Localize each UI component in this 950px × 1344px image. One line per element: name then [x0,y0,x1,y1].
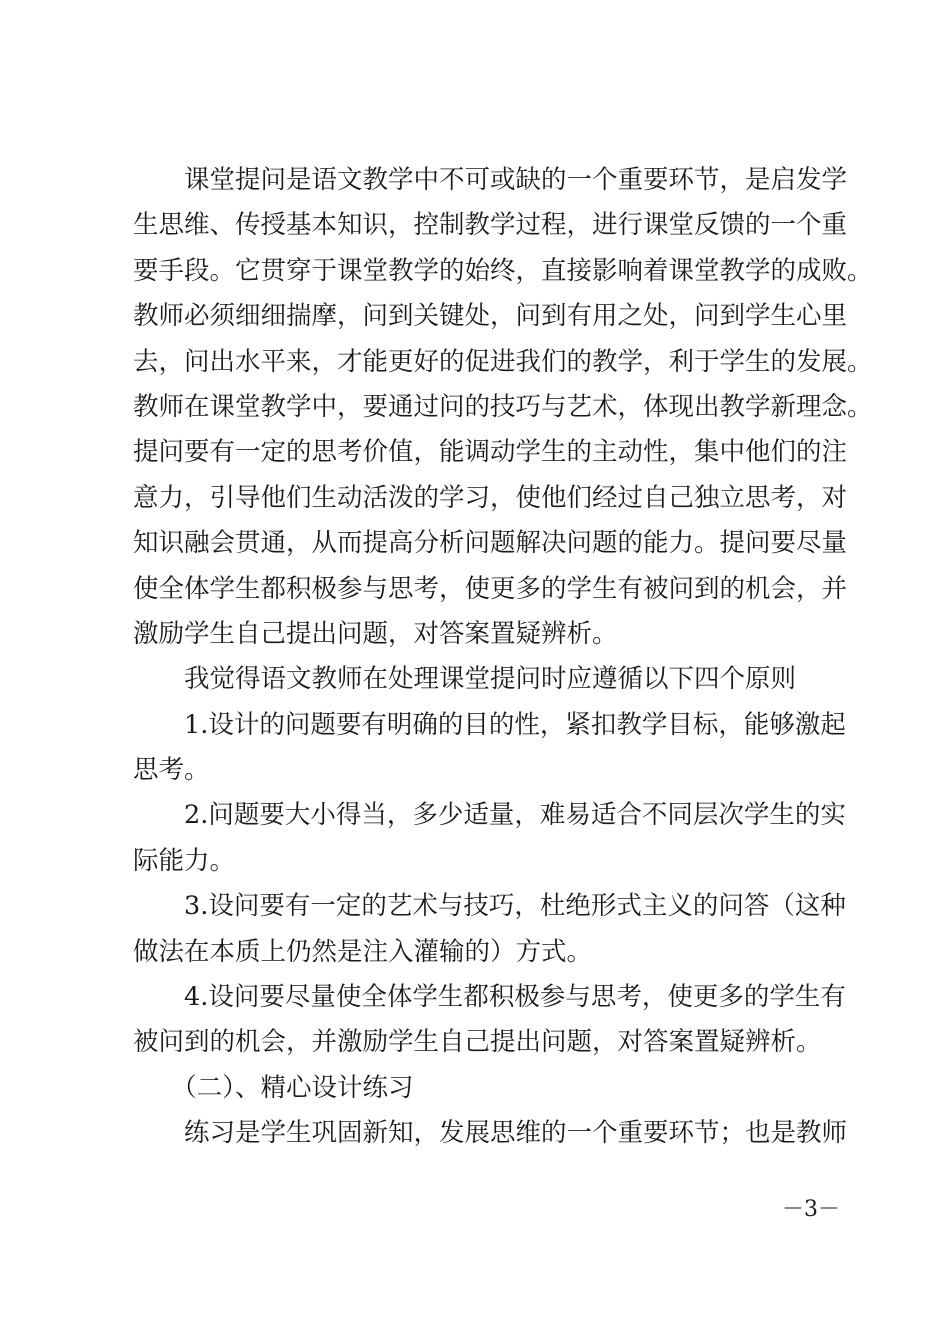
page-number: －3－ [782,1197,840,1222]
text-line: 课堂提问是语文教学中不可或缺的一个重要环节，是启发学 [133,165,848,195]
text-line: 意力，引导他们生动活泼的学习，使他们经过自己独立思考，对 [133,482,848,513]
text-line: 生思维、传授基本知识，控制教学过程，进行课堂反馈的一个重 [133,210,848,241]
text-line: 思考。 [133,755,210,786]
text-line: 际能力。 [133,845,236,876]
text-line: 去，问出水平来，才能更好的促进我们的教学，利于学生的发展。 [133,346,873,377]
text-line: 要手段。它贯穿于课堂教学的始终，直接影响着课堂教学的成败。 [133,255,873,286]
text-line: 4.设问要尽量使全体学生都积极参与思考，使更多的学生有 [133,982,846,1013]
text-line: 被问到的机会，并激励学生自己提出问题，对答案置疑辨析。 [133,1027,822,1058]
text-line: 教师在课堂教学中，要通过问的技巧与艺术，体现出教学新理念。 [133,391,873,422]
text-line: 我觉得语文教师在处理课堂提问时应遵循以下四个原则 [133,664,797,695]
text-line: 2.问题要大小得当，多少适量，难易适合不同层次学生的实 [133,800,846,831]
text-line: 3.设问要有一定的艺术与技巧，杜绝形式主义的问答（这种 [133,891,846,922]
text-line: 使全体学生都积极参与思考，使更多的学生有被问到的机会，并 [133,573,848,604]
text-line: 提问要有一定的思考价值，能调动学生的主动性，集中他们的注 [133,437,848,468]
text-line: 教师必须细细揣摩，问到关键处，问到有用之处，问到学生心里 [133,301,848,332]
text-line: 练习是学生巩固新知，发展思维的一个重要环节；也是教师 [133,1118,848,1149]
body-text [133,158,873,1157]
text-line: 1.设计的问题要有明确的目的性，紧扣教学目标，能够激起 [133,709,846,740]
section-heading: （二）、精心设计练习 [133,1072,414,1103]
text-line: 做法在本质上仍然是注入灌输的）方式。 [133,936,593,967]
text-line: 知识融会贯通，从而提高分析问题解决问题的能力。提问要尽量 [133,528,848,559]
text-line: 激励学生自己提出问题，对答案置疑辨析。 [133,618,618,649]
